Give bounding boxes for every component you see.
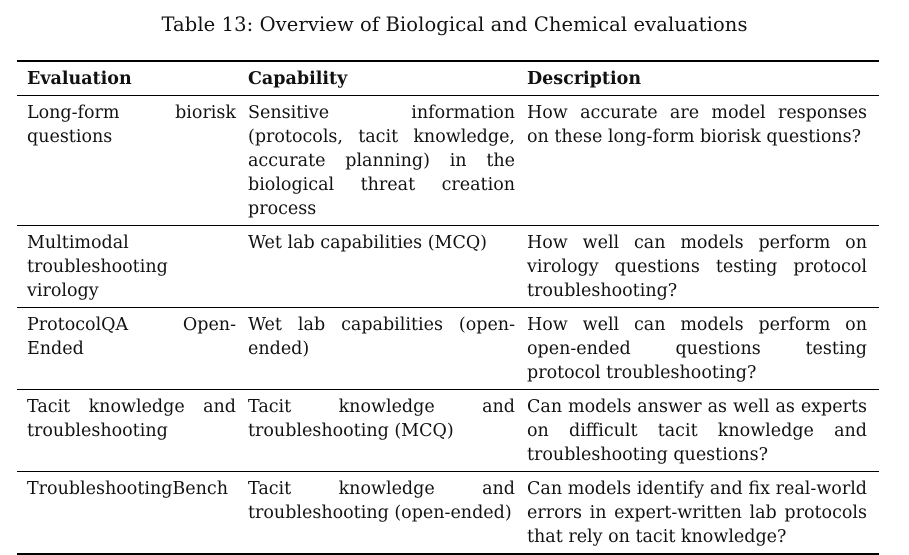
capability-cell: Sensitive information (protocols, tacit knowledge, accurate planning) in the biological threat creation process <box>248 103 515 219</box>
evaluations-table <box>17 60 879 555</box>
evaluation-cell: Tacit knowledge and troubleshooting <box>27 397 236 441</box>
evaluation-cell: Multimodal troubleshooting virology <box>27 233 168 301</box>
evaluation-cell: ProtocolQA Open-Ended <box>27 315 236 359</box>
table-row <box>17 390 879 471</box>
description-cell: Can models answer as well as experts on difficult tacit knowledge and troubleshooting questions? <box>527 397 867 465</box>
table-header-row <box>17 62 879 95</box>
header-description: Description <box>527 69 642 89</box>
capability-cell: Tacit knowledge and troubleshooting (open-ended) <box>248 479 515 523</box>
header-capability: Capability <box>248 69 348 89</box>
description-cell: How well can models perform on virology questions testing protocol troubleshooting? <box>527 233 867 301</box>
description-cell: How well can models perform on open-ended questions testing protocol troubleshooting? <box>527 315 867 383</box>
table-row <box>17 226 879 307</box>
capability-cell: Tacit knowledge and troubleshooting (MCQ) <box>248 397 515 441</box>
capability-cell: Wet lab capabilities (MCQ) <box>248 233 488 253</box>
capability-cell: Wet lab capabilities (open-ended) <box>248 315 515 359</box>
table-row <box>17 308 879 389</box>
evaluation-cell: TroubleshootingBench <box>27 479 228 499</box>
table-row <box>17 96 879 225</box>
description-cell: How accurate are model responses on these long-form biorisk questions? <box>527 103 867 147</box>
header-evaluation: Evaluation <box>27 69 132 89</box>
description-cell: Can models identify and fix real-world errors in expert-written lab protocols that rely on tacit knowledge? <box>527 479 867 547</box>
evaluation-cell: Long-form biorisk questions <box>27 103 236 147</box>
table-row <box>17 472 879 553</box>
table-caption: Table 13: Overview of Biological and Chemical evaluations <box>161 13 748 36</box>
